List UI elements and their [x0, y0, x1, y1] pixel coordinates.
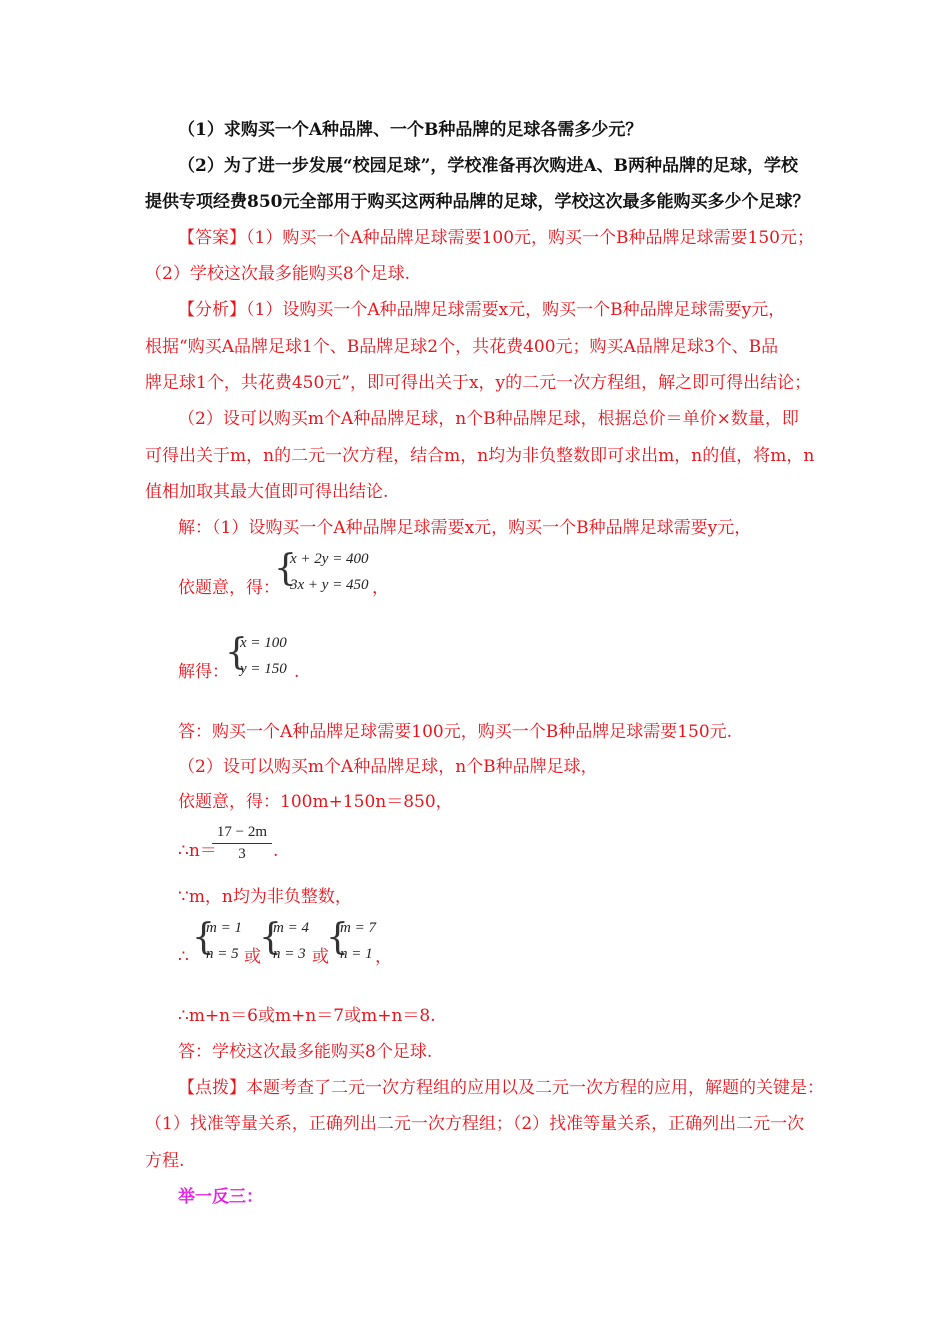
answer-line-1: 【答案】（1）购买一个A种品牌足球需要100元，购买一个B种品牌足球需要150元； — [178, 228, 814, 248]
analysis-line-4: （2）设可以购买m个A种品牌足球，n个B种品牌足球，根据总价＝单价×数量，即 — [178, 409, 799, 429]
system-2b: n = 3 — [273, 946, 306, 962]
solution-line-3: 解得： — [178, 662, 229, 682]
solution-line-4: 答：购买一个A种品牌足球需要100元，购买一个B种品牌足球需要150元. — [178, 722, 733, 742]
fraction-denominator: 3 — [238, 846, 246, 862]
tip-line-1: 【点拨】本题考查了二元一次方程组的应用以及二元一次方程的应用，解题的关键是： — [178, 1078, 824, 1098]
practice-heading: 举一反三： — [178, 1187, 263, 1207]
comma-1: ， — [372, 578, 389, 598]
equation-2a: x = 100 — [240, 635, 287, 651]
equation-2b: y = 150 — [240, 661, 287, 677]
comma-2: ， — [375, 947, 392, 967]
fraction-numerator: 17 − 2m — [216, 824, 268, 840]
period-2: . — [273, 841, 279, 861]
analysis-line-5: 可得出关于m，n的二元一次方程，结合m，n均为非负整数即可求出m，n的值，将m，n — [145, 446, 815, 466]
tip-line-3: 方程. — [145, 1151, 185, 1171]
brace-system-3: { — [192, 917, 215, 958]
answer-line-2: （2）学校这次最多能购买8个足球. — [145, 264, 411, 284]
analysis-line-3: 牌足球1个，共花费450元”，即可得出关于x，y的二元一次方程组，解之即可得出结论； — [145, 373, 812, 393]
equation-1a: x + 2y = 400 — [290, 551, 369, 567]
solution-line-2: 依题意，得： — [178, 578, 280, 598]
analysis-line-1: 【分析】（1）设购买一个A种品牌足球需要x元，购买一个B种品牌足球需要y元， — [178, 300, 786, 320]
equation-1b: 3x + y = 450 — [290, 577, 369, 593]
solution-line-7: ∴n＝ — [178, 841, 217, 861]
brace-system-5: { — [326, 917, 349, 958]
system-3b: n = 1 — [340, 946, 373, 962]
solution-line-8: ∵m，n均为非负整数， — [178, 887, 352, 907]
brace-system-4: { — [259, 917, 282, 958]
brace-system-1: { — [274, 548, 297, 589]
solution-line-11: 答：学校这次最多能购买8个足球. — [178, 1042, 433, 1062]
solution-line-9: ∴ — [178, 947, 189, 967]
brace-system-2: { — [225, 632, 248, 673]
question-1: （1）求购买一个A种品牌、一个B种品牌的足球各需多少元？ — [178, 120, 643, 140]
solution-line-6: 依题意，得：100m+150n＝850， — [178, 792, 453, 812]
or-2: 或 — [312, 947, 329, 967]
analysis-line-2: 根据“购买A品牌足球1个、B品牌足球2个，共花费400元；购买A品牌足球3个、B品 — [145, 337, 779, 357]
fraction-bar — [212, 843, 272, 844]
system-1a: m = 1 — [206, 920, 242, 936]
system-2a: m = 4 — [273, 920, 309, 936]
question-2-line-1: （2）为了进一步发展“校园足球”，学校准备再次购进A、B两种品牌的足球，学校 — [178, 156, 798, 176]
or-1: 或 — [244, 947, 261, 967]
system-3a: m = 7 — [340, 920, 376, 936]
solution-line-1: 解：（1）设购买一个A种品牌足球需要x元，购买一个B种品牌足球需要y元， — [178, 518, 752, 538]
period-1: . — [294, 662, 300, 682]
question-2-line-2: 提供专项经费850元全部用于购买这两种品牌的足球，学校这次最多能购买多少个足球？ — [145, 192, 810, 212]
tip-line-2: （1）找准等量关系，正确列出二元一次方程组；（2）找准等量关系，正确列出二元一次 — [145, 1114, 805, 1134]
fraction — [212, 824, 272, 863]
solution-line-5: （2）设可以购买m个A种品牌足球，n个B种品牌足球， — [178, 757, 598, 777]
solution-line-10: ∴m+n＝6或m+n＝7或m+n＝8. — [178, 1006, 436, 1026]
analysis-line-6: 值相加取其最大值即可得出结论. — [145, 482, 389, 502]
system-1b: n = 5 — [206, 946, 239, 962]
